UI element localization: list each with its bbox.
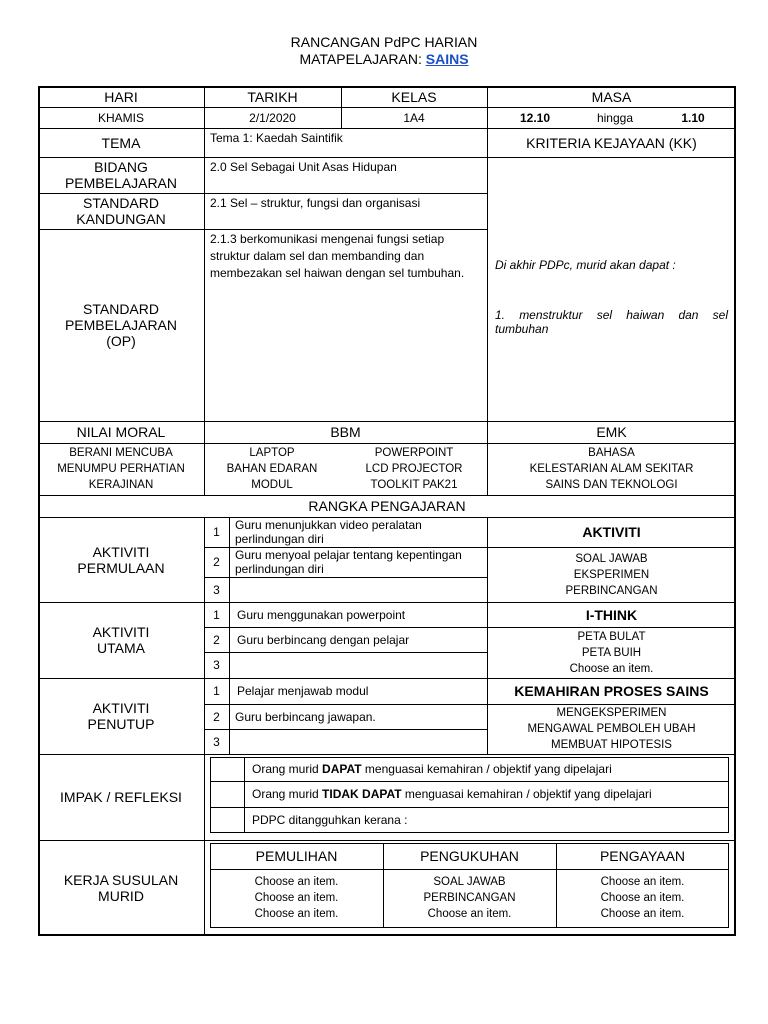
- penutup-label: AKTIVITI PENUTUP: [87, 700, 155, 732]
- value-time-from[interactable]: 12.10: [519, 110, 551, 125]
- emk-item[interactable]: SAINS DAN TEKNOLOGI: [545, 479, 678, 491]
- subject-line: [0, 51, 768, 67]
- pemulihan-item[interactable]: Choose an item.: [254, 908, 339, 920]
- impak-row-text: Orang murid: [252, 787, 323, 801]
- standard-kandungan-label: STANDARD KANDUNGAN: [76, 195, 166, 227]
- emk-item[interactable]: KELESTARIAN ALAM SEKITAR: [529, 463, 694, 475]
- impak-row-dapat: [244, 757, 729, 781]
- row-number: 1: [213, 525, 220, 539]
- standard-kandungan-value[interactable]: 2.1 Sel – struktur, fungsi dan organisasi: [210, 196, 421, 210]
- permulaan-row-1[interactable]: Guru menunjukkan video peralatan perlindungan diri: [235, 518, 422, 546]
- nilai-moral-item[interactable]: KERAJINAN: [88, 479, 154, 491]
- aktiviti-item[interactable]: EKSPERIMEN: [573, 568, 650, 581]
- pengayaan-item[interactable]: Choose an item.: [600, 908, 685, 920]
- pengukuhan-item[interactable]: PERBINCANGAN: [423, 892, 516, 904]
- impak-count-tidak-dapat[interactable]: [210, 781, 244, 807]
- i-think-list: [487, 627, 736, 678]
- kps-item[interactable]: MENGAWAL PEMBOLEH UBAH: [527, 723, 696, 735]
- tema-value[interactable]: Tema 1: Kaedah Saintifik: [210, 131, 343, 145]
- pengukuhan-label: PENGUKUHAN: [420, 848, 519, 864]
- header-tarikh: TARIKH: [247, 88, 298, 105]
- kerja-susulan-label: KERJA SUSULAN MURID: [63, 872, 179, 904]
- utama-row-1[interactable]: Guru menggunakan powerpoint: [237, 607, 406, 622]
- bbm-item[interactable]: TOOLKIT PAK21: [370, 479, 458, 491]
- pengayaan-list: [556, 871, 729, 925]
- bbm-list-1: [204, 443, 340, 495]
- aktiviti-label: AKTIVITI: [582, 524, 641, 540]
- pengukuhan-list: [383, 871, 556, 925]
- emk-list: [487, 443, 736, 495]
- bbm-item[interactable]: MODUL: [251, 479, 293, 491]
- penutup-row-2[interactable]: Guru berbincang jawapan.: [235, 709, 376, 724]
- row-number: 2: [213, 709, 220, 724]
- nilai-moral-list: [38, 443, 204, 495]
- permulaan-row-3[interactable]: [229, 577, 487, 602]
- page-title: RANCANGAN PdPC HARIAN: [290, 34, 478, 50]
- pemulihan-item[interactable]: Choose an item.: [254, 876, 339, 888]
- penutup-row-3[interactable]: [229, 729, 487, 754]
- impak-count-dapat[interactable]: [210, 757, 244, 781]
- i-think-item[interactable]: PETA BULAT: [577, 630, 646, 643]
- pengayaan-item[interactable]: Choose an item.: [600, 876, 685, 888]
- pengukuhan-item[interactable]: Choose an item.: [427, 908, 512, 920]
- impak-row-text: menguasai kemahiran / objektif yang dipelajari: [361, 762, 612, 776]
- header-hari: HARI: [104, 88, 138, 105]
- emk-label: EMK: [596, 424, 627, 440]
- pengayaan-label: PENGAYAAN: [599, 848, 686, 864]
- bbm-item[interactable]: LCD PROJECTOR: [365, 463, 463, 475]
- nilai-moral-item[interactable]: BERANI MENCUBA: [69, 447, 173, 459]
- emk-item[interactable]: BAHASA: [588, 447, 635, 459]
- impak-row-text: menguasai kemahiran / objektif yang dipelajari: [401, 787, 652, 801]
- bbm-item[interactable]: BAHAN EDARAN: [226, 463, 318, 475]
- impak-label: IMPAK / REFLEKSI: [60, 789, 182, 805]
- kriteria-item[interactable]: 1. menstruktur sel haiwan dan sel tumbuhan: [495, 308, 728, 336]
- pemulihan-item[interactable]: Choose an item.: [254, 892, 339, 904]
- i-think-item[interactable]: Choose an item.: [569, 662, 654, 675]
- header-masa: MASA: [591, 88, 632, 105]
- pengukuhan-item[interactable]: SOAL JAWAB: [433, 876, 506, 888]
- standard-pembelajaran-label: STANDARD PEMBELAJARAN (OP): [64, 301, 178, 349]
- bidang-value[interactable]: 2.0 Sel Sebagai Unit Asas Hidupan: [210, 160, 397, 174]
- aktiviti-item[interactable]: PERBINCANGAN: [565, 584, 658, 597]
- row-number: 1: [213, 684, 220, 698]
- header-kelas: KELAS: [391, 88, 437, 105]
- penutup-row-1[interactable]: Pelajar menjawab modul: [237, 684, 369, 698]
- permulaan-row-2[interactable]: Guru menyoal pelajar tentang kepentingan perlindungan diri: [235, 548, 462, 576]
- permulaan-label: AKTIVITI PERMULAAN: [77, 543, 165, 576]
- i-think-label: I-THINK: [585, 606, 638, 623]
- pengayaan-item[interactable]: Choose an item.: [600, 892, 685, 904]
- i-think-item[interactable]: PETA BUIH: [581, 646, 642, 659]
- value-kelas[interactable]: 1A4: [403, 110, 425, 125]
- tema-label: TEMA: [101, 134, 141, 151]
- row-number: 1: [213, 607, 220, 622]
- kps-item[interactable]: MEMBUAT HIPOTESIS: [551, 739, 672, 751]
- impak-row-bold: DAPAT: [322, 762, 362, 776]
- row-number: 2: [213, 555, 220, 569]
- utama-row-3[interactable]: [229, 652, 487, 678]
- aktiviti-list: [487, 547, 736, 602]
- impak-row-text: Orang murid: [252, 762, 323, 776]
- value-tarikh[interactable]: 2/1/2020: [249, 110, 296, 125]
- row-number: 3: [213, 658, 220, 672]
- bidang-label: BIDANG PEMBELAJARAN: [64, 159, 178, 191]
- utama-row-2[interactable]: Guru berbincang dengan pelajar: [237, 632, 410, 647]
- value-time-to[interactable]: 1.10: [681, 110, 705, 125]
- utama-label: AKTIVITI UTAMA: [92, 624, 150, 656]
- nilai-moral-item[interactable]: MENUMPU PERHATIAN: [57, 463, 185, 475]
- kps-label: KEMAHIRAN PROSES SAINS: [514, 683, 709, 699]
- bbm-label: BBM: [330, 424, 361, 440]
- aktiviti-item[interactable]: SOAL JAWAB: [575, 552, 648, 565]
- standard-pembelajaran-value[interactable]: 2.1.3 berkomunikasi mengenai fungsi setiap struktur dalam sel dan membanding dan membezakan sel haiwan dengan sel tumbuhan.: [210, 232, 465, 280]
- subject-link[interactable]: SAINS: [425, 51, 469, 67]
- kriteria-label: KRITERIA KEJAYAAN (KK): [526, 134, 697, 151]
- row-number: 3: [213, 582, 220, 597]
- impak-row-tangguh[interactable]: PDPC ditangguhkan kerana :: [252, 813, 408, 827]
- bbm-list-2: [346, 443, 482, 495]
- bbm-item[interactable]: POWERPOINT: [374, 447, 454, 459]
- bbm-item[interactable]: LAPTOP: [249, 447, 295, 459]
- rangka-pengajaran-label: RANGKA PENGAJARAN: [308, 498, 466, 514]
- kps-item[interactable]: MENGEKSPERIMEN: [556, 707, 667, 719]
- row-number: 2: [213, 632, 220, 647]
- row-number: 3: [213, 734, 220, 749]
- impak-row-bold: TIDAK DAPAT: [322, 787, 402, 801]
- value-hari[interactable]: KHAMIS: [97, 110, 144, 125]
- pemulihan-label: PEMULIHAN: [255, 848, 338, 864]
- pemulihan-list: [210, 871, 383, 925]
- kriteria-intro: Di akhir PDPc, murid akan dapat :: [495, 258, 676, 272]
- value-hingga: hingga: [596, 110, 634, 125]
- nilai-moral-label: NILAI MORAL: [76, 424, 166, 440]
- impak-row-tidak-dapat: [244, 781, 729, 807]
- kps-list: [487, 704, 736, 754]
- subject-label: MATAPELAJARAN:: [299, 51, 422, 67]
